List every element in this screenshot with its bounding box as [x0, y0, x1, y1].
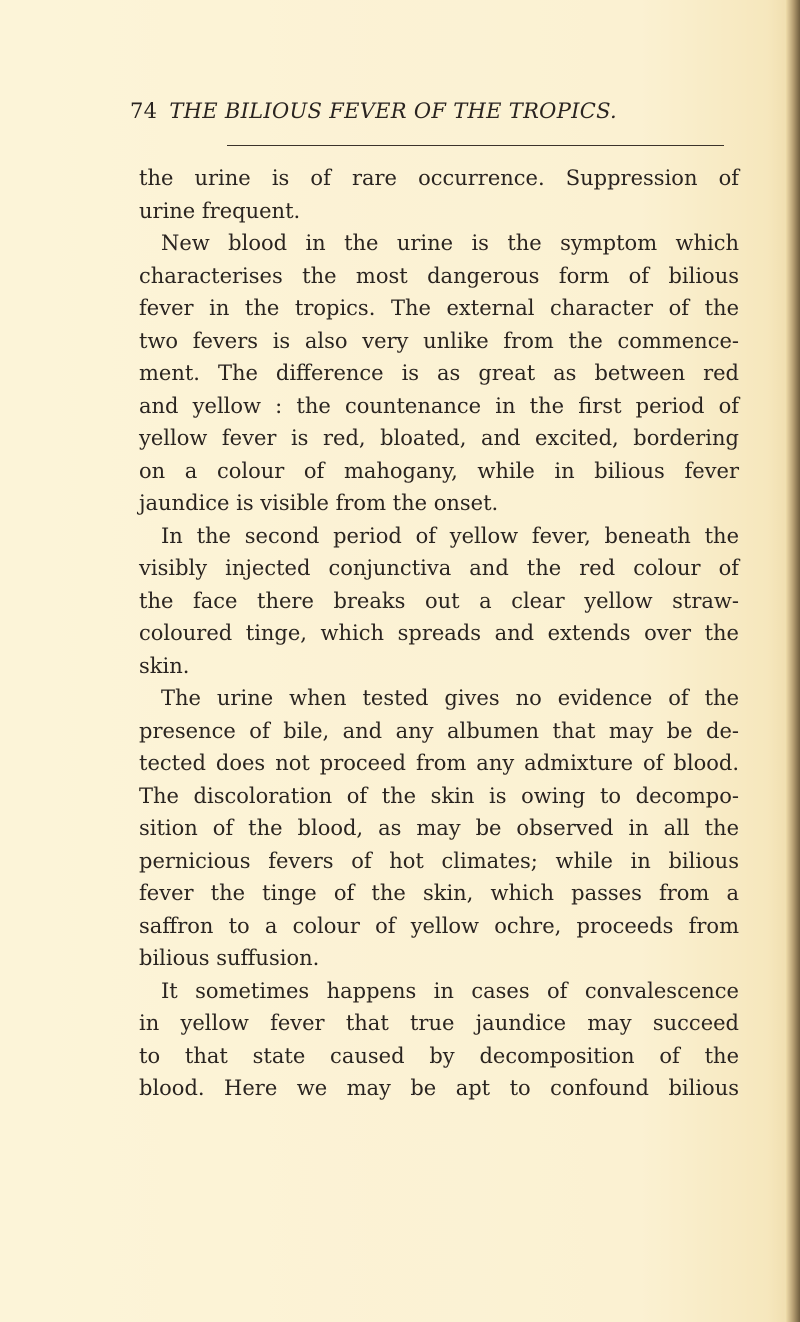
text-line: bilious suffusion. [139, 946, 320, 970]
text-line: in yellow fever that true jaundice may succeed [139, 1011, 739, 1035]
text-line: yellow fever is red, bloated, and excited, bordering [139, 426, 739, 450]
text-line: tected does not proceed from any admixture of blood. [139, 751, 739, 775]
text-line: urine frequent. [139, 198, 301, 223]
text-line: coloured tinge, which spreads and extends over the [139, 621, 739, 645]
text-line: on a colour of mahogany, while in bilious fever [139, 458, 739, 483]
text-line: to that state caused by decomposition of the [139, 1043, 739, 1068]
text-line: The discoloration of the skin is owing to decompo- [139, 783, 739, 808]
text-line: sition of the blood, as may be observed in all the [139, 816, 739, 840]
text-line: presence of bile, and any albumen that may be de- [139, 718, 739, 743]
text-line: ment. The difference is as great as between red [139, 361, 739, 385]
text-line: visibly injected conjunctiva and the red colour of [139, 556, 739, 580]
text-line: the face there breaks out a clear yellow straw- [139, 588, 739, 613]
text-line: skin. [139, 653, 190, 678]
page-edge [786, 0, 800, 1322]
page-number: 74 [130, 99, 158, 123]
text-line: and yellow : the countenance in the first period of [139, 393, 739, 418]
text-line: two fevers is also very unlike from the commence- [139, 328, 739, 353]
body-text [139, 162, 739, 1105]
text-line: the urine is of rare occurrence. Suppression of [139, 166, 739, 190]
text-line: fever in the tropics. The external character of the [139, 296, 739, 320]
text-line: saffron to a colour of yellow ochre, proceeds from [139, 913, 739, 938]
text-line: The urine when tested gives no evidence of the [161, 686, 739, 710]
text-line: It sometimes happens in cases of convalescence [161, 978, 739, 1003]
text-line: pernicious fevers of hot climates; while in bilious [139, 848, 739, 873]
running-head [130, 99, 730, 129]
text-line: New blood in the urine is the symptom which [161, 231, 739, 255]
text-line: jaundice is visible from the onset. [139, 491, 499, 515]
header-rule [227, 145, 724, 146]
text-line: characterises the most dangerous form of bilious [139, 263, 739, 288]
text-line: In the second period of yellow fever, beneath the [161, 523, 739, 548]
running-title: THE BILIOUS FEVER OF THE TROPICS. [169, 99, 618, 123]
text-line: fever the tinge of the skin, which passes from a [139, 881, 739, 905]
text-line: blood. Here we may be apt to confound bilious [139, 1076, 739, 1100]
